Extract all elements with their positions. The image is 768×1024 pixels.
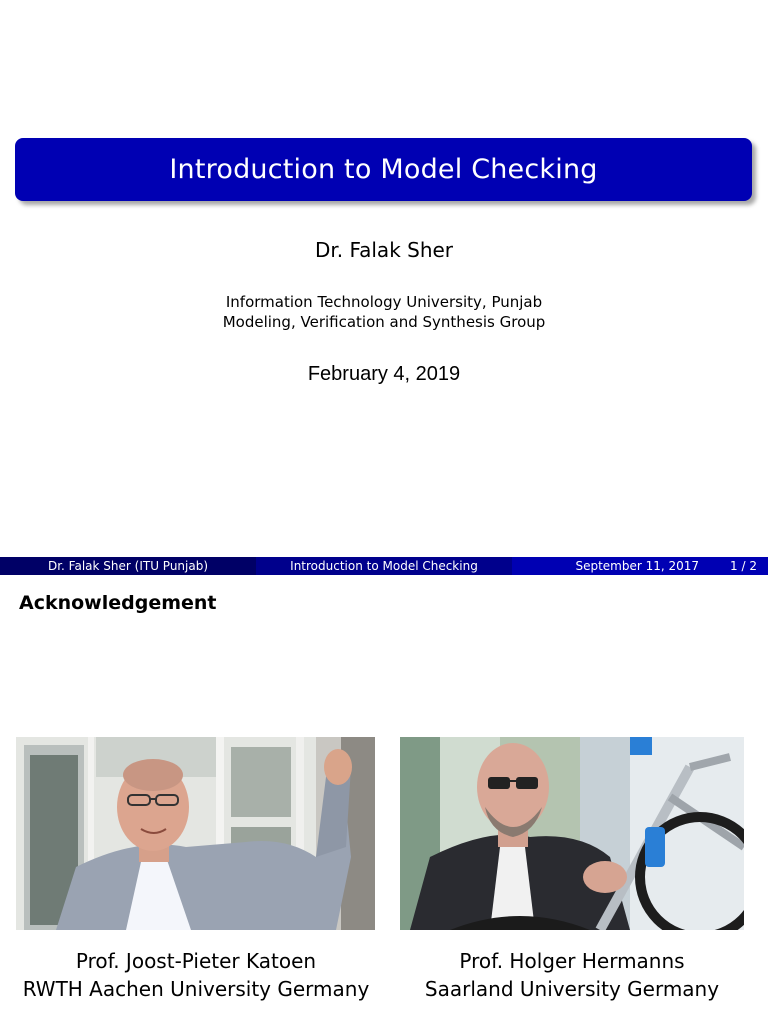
title-banner — [15, 138, 752, 201]
footer-title: Introduction to Model Checking — [256, 557, 512, 575]
photo-hermanns — [400, 737, 744, 930]
footer-page-number: 1 / 2 — [730, 559, 757, 573]
acknowledgement-slide — [0, 575, 768, 1024]
frame-title: Acknowledgement — [19, 592, 217, 614]
footer-right — [512, 557, 768, 575]
presentation-title: Introduction to Model Checking — [169, 154, 598, 185]
person-name: Prof. Joost-Pieter Katoen — [75, 949, 317, 973]
affiliation-university: Information Technology University, Punjab — [225, 293, 543, 311]
author-name: Dr. Falak Sher — [314, 238, 454, 262]
footer-author: Dr. Falak Sher (ITU Punjab) — [0, 557, 256, 575]
person-name: Prof. Holger Hermanns — [459, 949, 685, 973]
footer-date: September 11, 2017 — [575, 559, 700, 573]
affiliation-group: Modeling, Verification and Synthesis Group — [222, 313, 546, 331]
person-institution: Saarland University Germany — [424, 977, 720, 1001]
acknowledged-person-1 — [0, 947, 392, 1003]
person-institution: RWTH Aachen University Germany — [22, 977, 370, 1001]
affiliation — [0, 292, 768, 332]
acknowledged-person-2 — [376, 947, 768, 1003]
slide-footer — [0, 557, 768, 575]
presentation-date: February 4, 2019 — [307, 363, 461, 385]
photo-katoen — [16, 737, 375, 930]
